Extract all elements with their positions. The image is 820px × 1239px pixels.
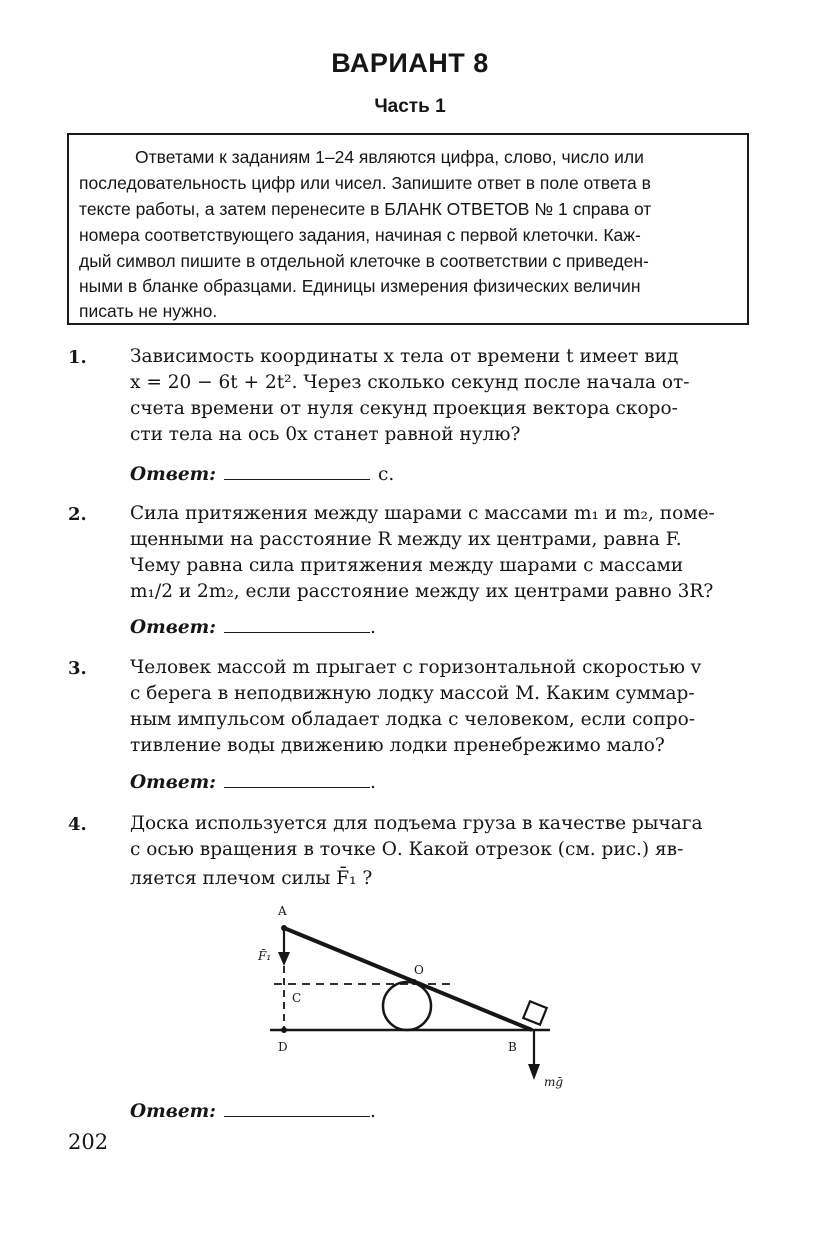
question-number: 4. xyxy=(68,814,87,835)
instruction-line: дый символ пишите в отдельной клеточке в соответствии с приведен- xyxy=(79,251,649,271)
answer-label: Ответ: xyxy=(130,617,217,638)
answer-blank[interactable] xyxy=(224,771,370,788)
answer-field[interactable] xyxy=(130,1100,376,1122)
label-f1: F̄₁ xyxy=(258,949,272,963)
point-a xyxy=(281,925,287,931)
answer-unit: . xyxy=(370,617,376,638)
instruction-line: ными в бланке образцами. Единицы измерения физических величин xyxy=(79,276,641,296)
question-text-line: Зависимость координаты x тела от времени t имеет вид xyxy=(130,346,679,367)
label-c: C xyxy=(292,991,302,1005)
answer-label: Ответ: xyxy=(130,464,217,485)
lever-diagram xyxy=(250,898,590,1103)
roller-circle xyxy=(383,982,431,1030)
instruction-line: последовательность цифр или чисел. Запишите ответ в поле ответа в xyxy=(79,173,651,193)
instruction-line: Ответами к заданиям 1–24 являются цифра, слово, число или xyxy=(135,147,644,167)
answer-label: Ответ: xyxy=(130,1101,217,1122)
instruction-line: номера соответствующего задания, начиная с первой клеточки. Каж- xyxy=(79,225,641,245)
answer-unit: . xyxy=(370,772,376,793)
question-text-line: Человек массой m прыгает с горизонтальной скоростью v xyxy=(130,657,702,678)
question-text-line: счета времени от нуля секунд проекция вектора скоро- xyxy=(130,398,678,419)
instruction-line: писать не нужно. xyxy=(79,301,218,321)
answer-unit: с. xyxy=(378,464,395,485)
question-text-line: сти тела на ось 0x станет равной нулю? xyxy=(130,424,521,445)
question-number: 2. xyxy=(68,504,87,525)
page-title: ВАРИАНТ 8 xyxy=(331,48,489,78)
point-d xyxy=(281,1027,287,1033)
answer-unit: . xyxy=(370,1101,376,1122)
question-text-line: Чему равна сила притяжения между шарами с массами xyxy=(130,555,684,576)
question-text-line: Сила притяжения между шарами с массами m₁ и m₂, поме- xyxy=(130,503,715,524)
question-text-line: с берега в неподвижную лодку массой M. Каким суммар- xyxy=(130,683,695,704)
gravity-arrowhead xyxy=(528,1064,540,1080)
question-text-line: m₁/2 и 2m₂, если расстояние между их центрами равно 3R? xyxy=(130,581,714,602)
answer-field[interactable] xyxy=(130,616,376,638)
answer-blank[interactable] xyxy=(224,1100,370,1117)
question-text-line: с осью вращения в точке О. Какой отрезок (см. рис.) яв- xyxy=(130,839,684,860)
load-box xyxy=(523,1001,546,1024)
label-mg: mḡ xyxy=(544,1075,564,1089)
question-number: 3. xyxy=(68,658,87,679)
question-text-line: x = 20 − 6t + 2t². Через сколько секунд после начала от- xyxy=(130,372,690,393)
answer-field[interactable] xyxy=(130,771,376,793)
label-o: O xyxy=(414,963,424,977)
answer-blank[interactable] xyxy=(224,616,370,633)
part-title: Часть 1 xyxy=(374,96,446,117)
question-number: 1. xyxy=(68,347,87,368)
question-text-line: ляется плечом силы F̄₁ ? xyxy=(130,868,373,889)
instructions-box xyxy=(67,133,749,325)
lever-board xyxy=(284,928,532,1030)
question-text-line: Доска используется для подъема груза в качестве рычага xyxy=(130,813,703,834)
answer-label: Ответ: xyxy=(130,772,217,793)
force-f1-arrowhead xyxy=(278,952,290,966)
question-text-line: тивление воды движению лодки пренебрежимо мало? xyxy=(130,735,665,756)
answer-blank[interactable] xyxy=(224,463,370,480)
label-b: B xyxy=(508,1040,517,1054)
question-text-line: ным импульсом обладает лодка с человеком, если сопро- xyxy=(130,709,696,730)
question-text-line: щенными на расстояние R между их центрами, равна F. xyxy=(130,529,682,550)
label-d: D xyxy=(278,1040,288,1054)
page-number: 202 xyxy=(68,1130,109,1154)
instruction-line: тексте работы, а затем перенесите в БЛАНК ОТВЕТОВ № 1 справа от xyxy=(79,199,652,219)
answer-field[interactable] xyxy=(130,463,394,485)
point-o xyxy=(411,979,417,985)
label-a: A xyxy=(278,904,287,918)
